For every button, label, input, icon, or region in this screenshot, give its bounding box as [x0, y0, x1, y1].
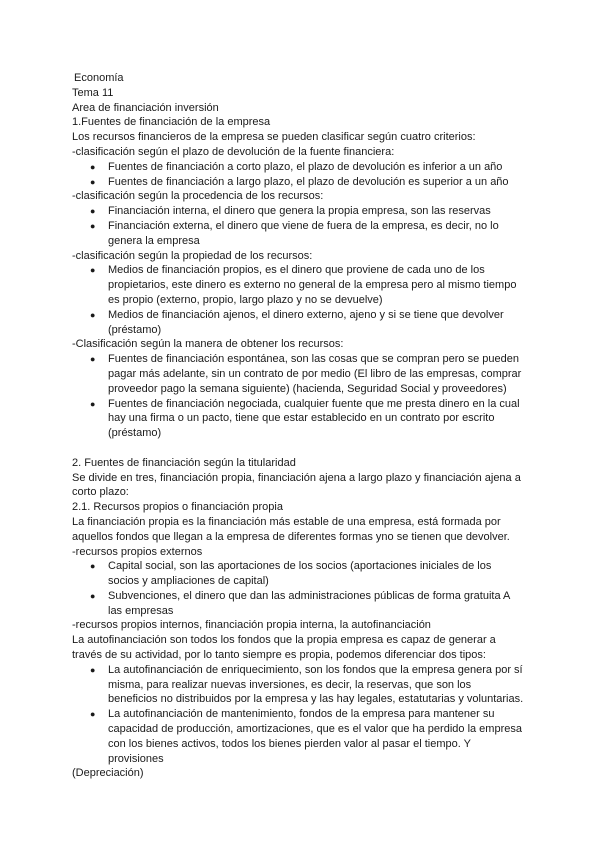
- list-item: ● Fuentes de financiación negociada, cualquier fuente que me presta dinero en la cual hay una firma o un pacto, tiene que estar establecido en un contrato por escrito (préstamo): [90, 397, 520, 440]
- criterion-1-label: -clasificación según el plazo de devolución de la fuente financiera:: [72, 145, 395, 158]
- criterion-3-label: -clasificación según la propiedad de los recursos:: [72, 249, 313, 262]
- closing-note: (Depreciación): [72, 767, 144, 780]
- subsection-paragraph-line-2: aquellos fondos que llegan a la empresa de diferentes formas yno se tienen que devolver.: [72, 530, 510, 543]
- bullet-icon: ●: [90, 590, 96, 601]
- section-2-intro-line-2: corto plazo:: [72, 486, 129, 499]
- subsection-2-1-heading: 2.1. Recursos propios o financiación propia: [72, 501, 283, 514]
- list-item: ● Subvenciones, el dinero que dan las administraciones públicas de forma gratuita A las empresas: [90, 589, 511, 617]
- criterion-1-list: [72, 160, 532, 190]
- subsection-paragraph-line-1: La financiación propia es la financiación más estable de una empresa, está formada por: [72, 515, 501, 528]
- list-item: ● Fuentes de financiación a corto plazo, el plazo de devolución es inferior a un año: [90, 160, 503, 173]
- bullet-icon: ●: [90, 354, 96, 365]
- document-page: [72, 71, 532, 781]
- criterion-2-label: -clasificación según la procedencia de los recursos:: [72, 190, 324, 203]
- criterion-4-label: -Clasificación según la manera de obtener los recursos:: [72, 338, 344, 351]
- bullet-icon: ●: [90, 309, 96, 320]
- list-item: ● La autofinanciación de enriquecimiento, son los fondos que la empresa genera por sí misma, para realizar nuevas inversiones, es decir, la reservas, que son los beneficios no distribuidos por la empresa y las hay legales, estatutarias y voluntarias.: [90, 663, 524, 706]
- bullet-icon: ●: [90, 664, 96, 675]
- criterion-4-list: [72, 352, 532, 441]
- criterion-2-list: [72, 204, 532, 248]
- bullet-icon: ●: [90, 709, 96, 720]
- autofinancing-types-list: [72, 663, 532, 767]
- internal-resources-label: -recursos propios internos, financiación propia interna, la autofinanciación: [72, 619, 431, 632]
- section-2-heading: 2. Fuentes de financiación según la titularidad: [72, 456, 296, 469]
- bullet-icon: ●: [90, 398, 96, 409]
- section-2-intro-line-1: Se divide en tres, financiación propia, financiación ajena a largo plazo y financiación ajena a: [72, 471, 521, 484]
- criterion-3-list: [72, 263, 532, 337]
- section-1-intro: Los recursos financieros de la empresa se pueden clasificar según cuatro criterios:: [72, 131, 476, 144]
- bullet-icon: ●: [90, 206, 96, 217]
- document-title: Economía: [74, 72, 124, 84]
- autofinancing-paragraph-line-2: través de su actividad, por lo tanto siempre es propia, podemos diferenciar dos tipos:: [72, 649, 486, 662]
- list-item: ● Medios de financiación ajenos, el dinero externo, ajeno y si se tiene que devolver (préstamo): [90, 308, 504, 336]
- list-item: ● Financiación interna, el dinero que genera la propia empresa, son las reservas: [90, 205, 491, 218]
- area-label: Area de financiación inversión: [72, 101, 219, 114]
- external-resources-list: [72, 559, 532, 618]
- bullet-icon: ●: [90, 220, 96, 231]
- list-item: ● Fuentes de financiación a largo plazo, el plazo de devolución es superior a un año: [90, 175, 509, 188]
- section-1-heading: 1.Fuentes de financiación de la empresa: [72, 116, 271, 129]
- list-item: ● Fuentes de financiación espontánea, son las cosas que se compran pero se pueden pagar más adelante, sin un contrato de por medio (El libro de las empresas, comprar proveedor pago la semana siguiente) (hacienda, Seguridad Social y proveedores): [90, 353, 522, 395]
- bullet-icon: ●: [90, 176, 96, 187]
- list-item: ● Medios de financiación propios, es el dinero que proviene de cada uno de los propietarios, este dinero es externo no general de la empresa pero al mismo tiempo es propio (externo, propio, largo plazo y no se devuelve): [90, 264, 517, 306]
- external-resources-label: -recursos propios externos: [72, 545, 203, 558]
- bullet-icon: ●: [90, 265, 96, 276]
- blank-line: [72, 441, 532, 456]
- bullet-icon: ●: [90, 161, 96, 172]
- topic-label: Tema 11: [72, 86, 114, 99]
- list-item: ● Capital social, son las aportaciones de los socios (aportaciones iniciales de los socios y ampliaciones de capital): [90, 560, 492, 588]
- autofinancing-paragraph-line-1: La autofinanciación son todos los fondos que la propia empresa es capaz de generar a: [72, 634, 496, 647]
- list-item: ● La autofinanciación de mantenimiento, fondos de la empresa para mantener su capacidad de producción, amortizaciones, que es el valor que ha perdido la empresa con los bienes activos, todos los bienes pierden valor al pasar el tiempo. Y provisiones: [90, 708, 522, 765]
- bullet-icon: ●: [90, 561, 96, 572]
- list-item: ● Financiación externa, el dinero que viene de fuera de la empresa, es decir, no lo genera la empresa: [90, 219, 499, 247]
